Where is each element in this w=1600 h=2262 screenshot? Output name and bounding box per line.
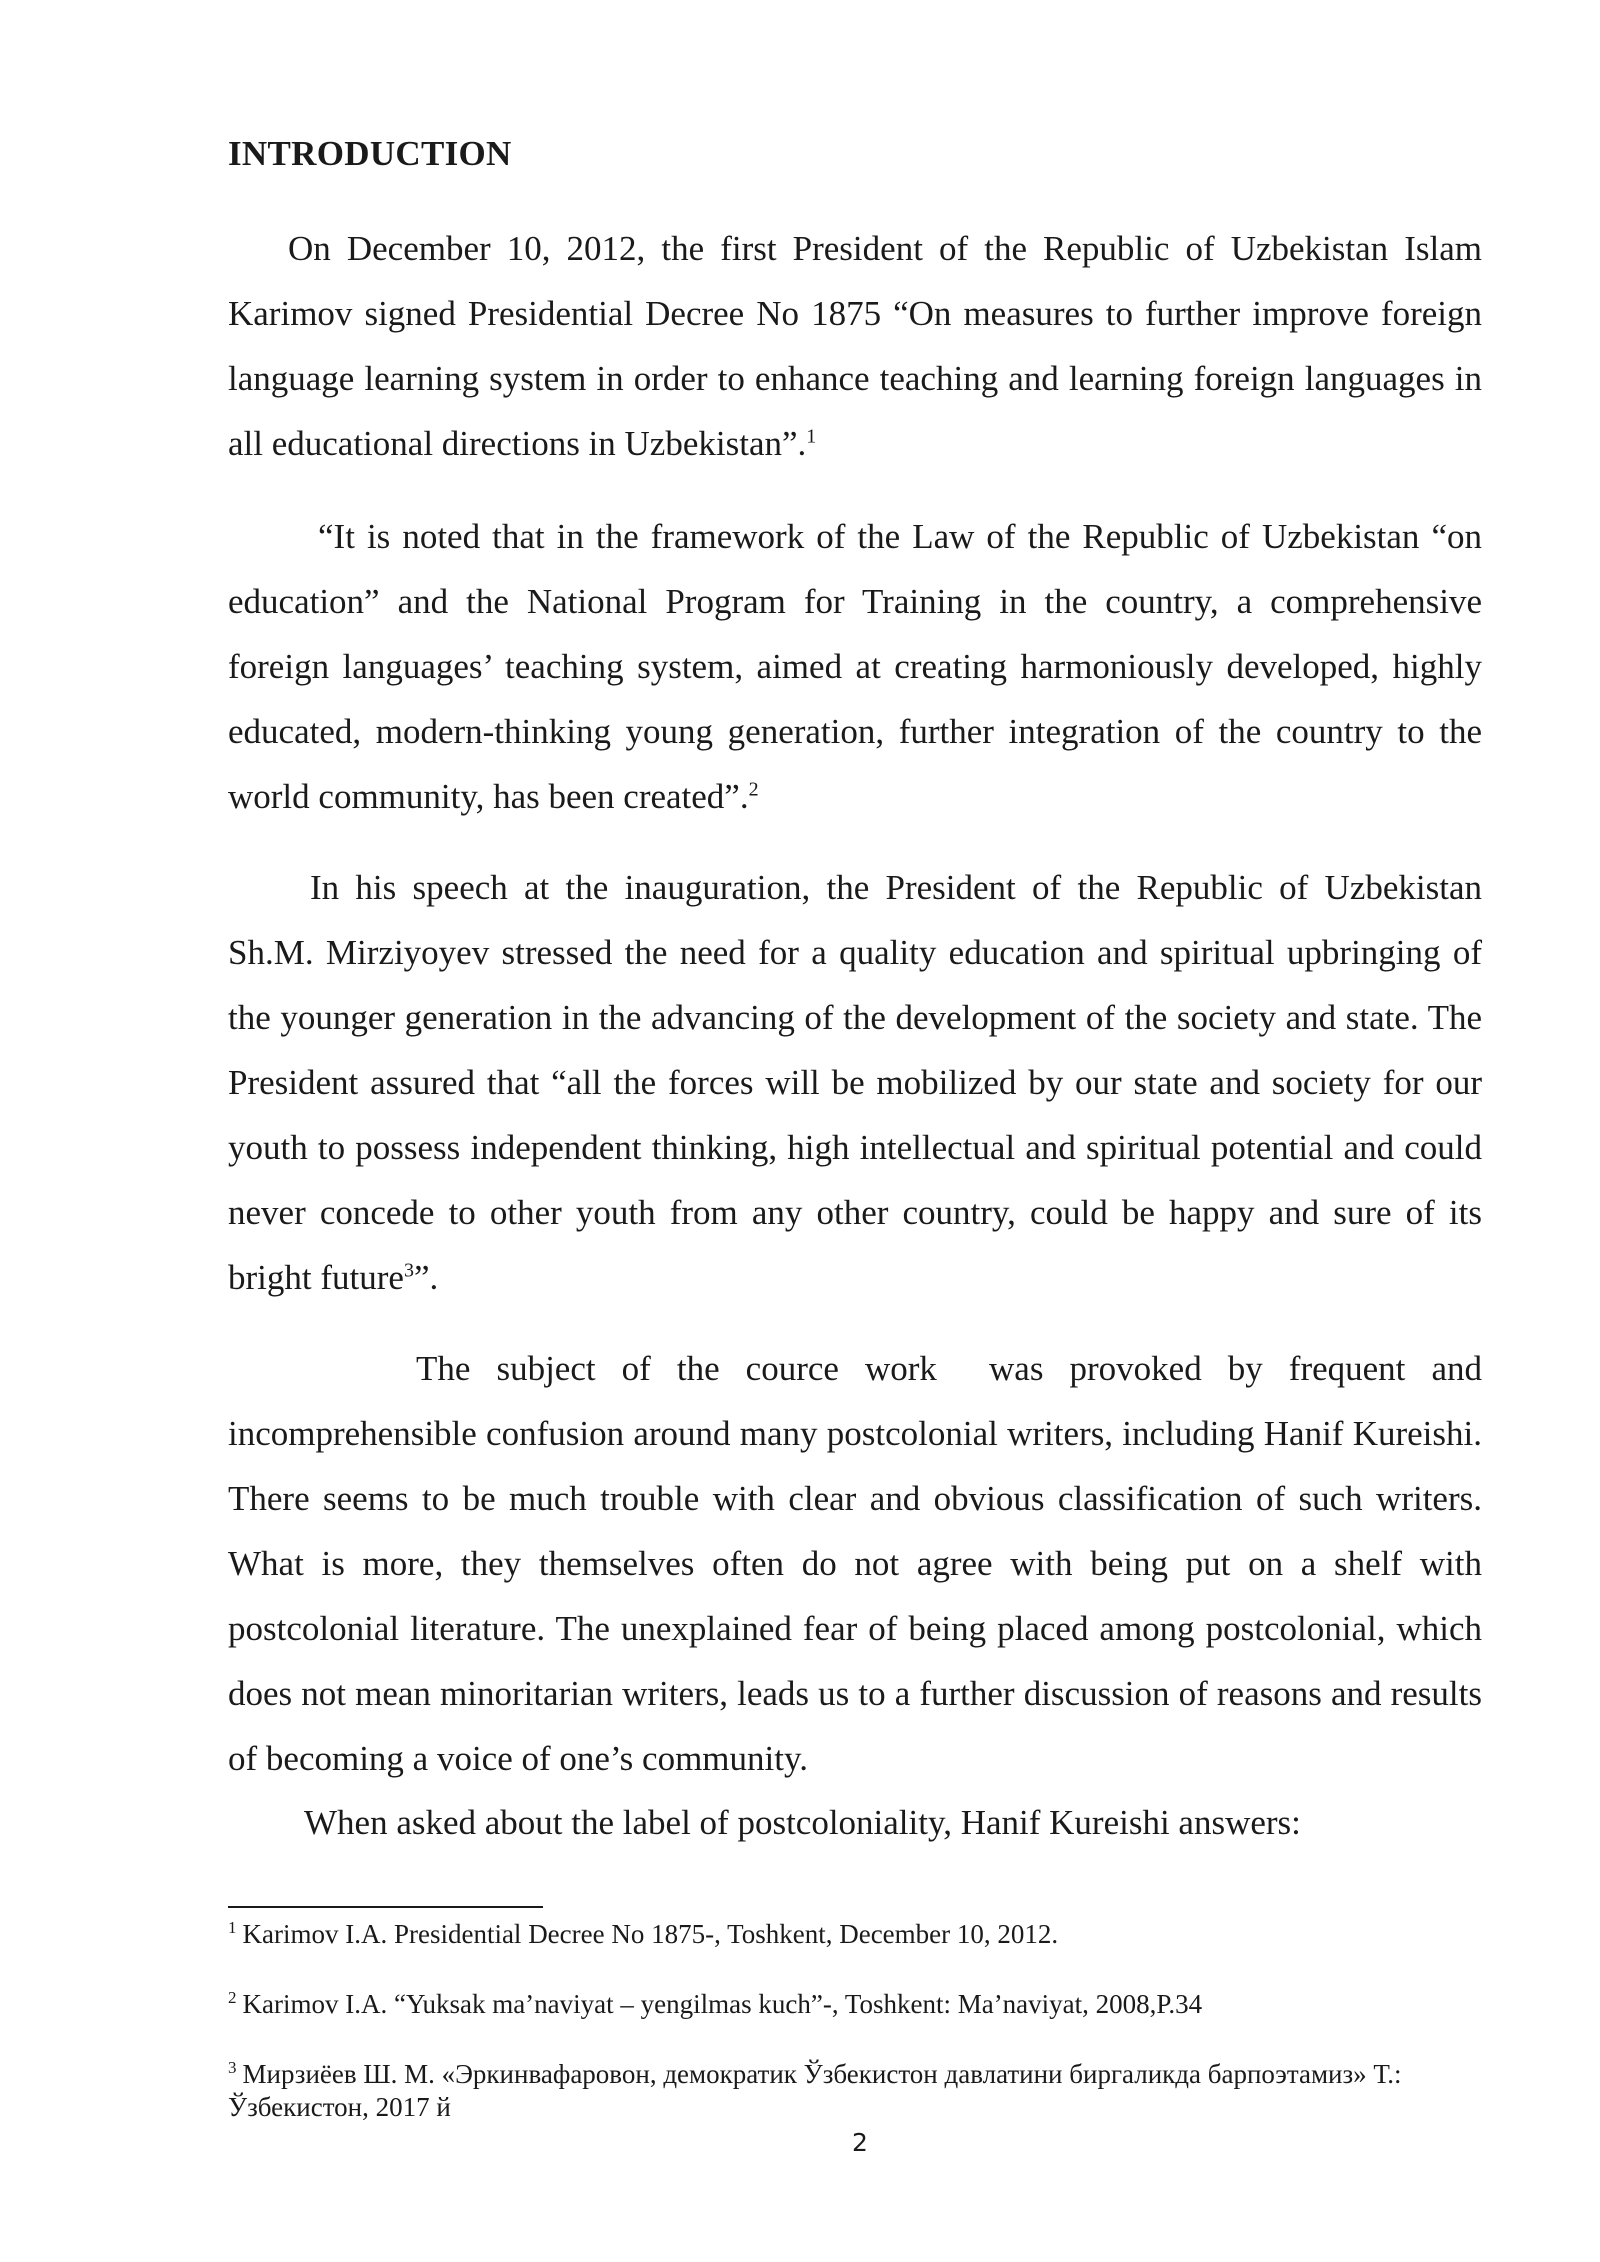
paragraph-text: The subject of the cource work was provoked by frequent and incomprehensible confusion around many postcolonial writers, including Hanif Kureishi. There seems to be much trouble with clear and obvious classification of such writers. What is more, they themselves often do not agree with being put on a shelf with postcolonial literature. The unexplained fear of being placed among postcolonial, which does not mean minoritarian writers, leads us to a further discussion of reasons and results of becoming a voice of one’s community. bbox=[228, 1349, 1491, 1778]
footnote-number: 2 bbox=[228, 1988, 237, 2007]
footnote-3 bbox=[228, 2058, 1498, 2124]
page-number: 2 bbox=[852, 2128, 868, 2157]
paragraph-inauguration bbox=[228, 855, 1482, 1310]
footnote-number: 1 bbox=[228, 1918, 237, 1937]
paragraph-text: “It is noted that in the framework of the Law of the Republic of Uzbekistan “on education” and the National Program for Training in the country, a comprehensive foreign languages’ teaching system, aimed at creating harmoniously developed, highly educated, modern-thinking young generation, further integration of the country to the world community, has been created”. bbox=[228, 517, 1482, 816]
paragraph-question bbox=[228, 1790, 1482, 1855]
paragraph-text: In his speech at the inauguration, the President of the Republic of Uzbekistan Sh.M. Mirziyoyev stressed the need for a quality education and spiritual upbringing of the younger generation in the advancing of the development of the society and state. The President assured that “all the forces will be mobilized by our state and society for our youth to possess independent thinking, high intellectual and spiritual potential and could never concede to other youth from any other country, could be happy and sure of its bright future bbox=[228, 868, 1482, 1297]
footnote-1 bbox=[228, 1918, 1498, 1951]
footnote-ref: 1 bbox=[806, 425, 817, 448]
paragraph-text: On December 10, 2012, the first President of the Republic of Uzbekistan Islam Karimov signed Presidential Decree No 1875 “On measures to further improve foreign language learning system in order to enhance teaching and learning foreign languages in all educational directions in Uzbekistan”. bbox=[228, 229, 1482, 463]
paragraph-tail: ”. bbox=[413, 1258, 439, 1297]
paragraph-law-quote bbox=[228, 504, 1482, 829]
footnote-2 bbox=[228, 1988, 1498, 2021]
footnote-ref: 2 bbox=[748, 778, 759, 801]
paragraph-decree bbox=[228, 216, 1482, 476]
footnote-text: Karimov I.A. Presidential Decree No 1875-, Toshkent, December 10, 2012. bbox=[242, 1919, 1059, 1949]
footnote-text: Karimov I.A. “Yuksak ma’naviyat – yengilmas kuch”-, Toshkent: Ma’naviyat, 2008,P.34 bbox=[242, 1989, 1203, 2019]
paragraph-text: When asked about the label of postcoloniality, Hanif Kureishi answers: bbox=[304, 1803, 1301, 1842]
footnote-number: 3 bbox=[228, 2058, 237, 2077]
footnote-separator bbox=[228, 1906, 543, 1908]
paragraph-subject bbox=[228, 1336, 1491, 1791]
footnote-text: Мирзиёев Ш. М. «Эркинвафаровон, демократик Ўзбекистон давлатини биргаликда барпоэтамиз» Т.: Ўзбекистон, 2017 й bbox=[228, 2059, 1402, 2122]
section-heading: INTRODUCTION bbox=[228, 134, 512, 173]
footnote-ref: 3 bbox=[403, 1259, 414, 1282]
